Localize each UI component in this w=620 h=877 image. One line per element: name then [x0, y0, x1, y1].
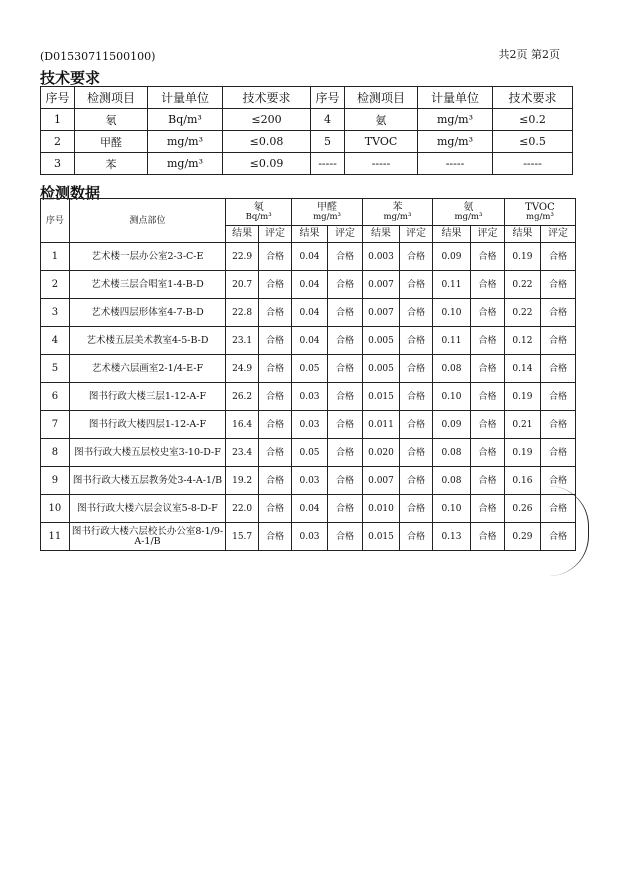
result-cell: 0.04 — [292, 327, 328, 355]
table-row — [41, 243, 576, 271]
group-unit: mg/m³ — [383, 212, 412, 222]
evaluation-cell: 合格 — [540, 411, 575, 439]
result-cell: 0.29 — [504, 523, 540, 551]
tech-requirements-title: 技术要求 — [40, 69, 101, 87]
result-cell: 23.1 — [226, 327, 259, 355]
tech-cell: ≤0.5 — [493, 131, 573, 153]
row-location: 图书行政大楼五层校史室3-10-D-F — [69, 439, 225, 467]
row-seq: 11 — [41, 523, 70, 551]
result-cell: 0.007 — [362, 271, 399, 299]
result-header: 结果 — [362, 226, 399, 243]
tech-cell: mg/m³ — [418, 109, 493, 131]
evaluation-cell: 合格 — [328, 299, 363, 327]
result-header: 结果 — [504, 226, 540, 243]
tech-cell: 3 — [41, 153, 75, 175]
result-cell: 22.9 — [226, 243, 259, 271]
evaluation-cell: 合格 — [400, 271, 433, 299]
result-cell: 0.05 — [292, 355, 328, 383]
test-data-table — [40, 198, 576, 551]
evaluation-cell: 合格 — [328, 467, 363, 495]
table-row — [41, 327, 576, 355]
row-seq: 10 — [41, 495, 70, 523]
tech-cell: ≤200 — [223, 109, 311, 131]
result-cell: 0.12 — [504, 327, 540, 355]
evaluation-cell: 合格 — [259, 495, 292, 523]
tech-header-row — [41, 87, 573, 109]
result-cell: 0.09 — [432, 243, 470, 271]
result-cell: 0.16 — [504, 467, 540, 495]
row-seq: 6 — [41, 383, 70, 411]
evaluation-cell: 合格 — [259, 243, 292, 271]
row-location: 图书行政大楼五层教务处3-4-A-1/B — [69, 467, 225, 495]
row-seq: 3 — [41, 299, 70, 327]
group-name: 氡 — [253, 202, 264, 213]
tech-row — [41, 153, 573, 175]
result-cell: 0.005 — [362, 355, 399, 383]
tech-header-cell: 序号 — [311, 87, 345, 109]
tech-cell: Bq/m³ — [148, 109, 223, 131]
evaluation-cell: 合格 — [328, 439, 363, 467]
evaluation-cell: 合格 — [400, 439, 433, 467]
result-cell: 0.08 — [432, 439, 470, 467]
evaluation-cell: 合格 — [540, 383, 575, 411]
row-seq: 4 — [41, 327, 70, 355]
result-cell: 0.04 — [292, 495, 328, 523]
result-cell: 0.22 — [504, 271, 540, 299]
result-cell: 15.7 — [226, 523, 259, 551]
group-header — [292, 199, 363, 226]
evaluation-cell: 合格 — [471, 467, 505, 495]
tech-cell: 1 — [41, 109, 75, 131]
evaluation-cell: 合格 — [400, 523, 433, 551]
evaluation-cell: 合格 — [471, 243, 505, 271]
result-cell: 0.19 — [504, 383, 540, 411]
evaluation-cell: 合格 — [328, 523, 363, 551]
result-cell: 0.11 — [432, 271, 470, 299]
evaluation-cell: 合格 — [540, 467, 575, 495]
evaluation-cell: 合格 — [400, 299, 433, 327]
result-cell: 0.015 — [362, 383, 399, 411]
evaluation-cell: 合格 — [259, 271, 292, 299]
table-row — [41, 523, 576, 551]
evaluation-cell: 合格 — [540, 299, 575, 327]
tech-row — [41, 109, 573, 131]
result-cell: 0.007 — [362, 467, 399, 495]
tech-cell: mg/m³ — [418, 131, 493, 153]
evaluation-cell: 合格 — [471, 383, 505, 411]
group-unit: mg/m³ — [454, 212, 483, 222]
row-location: 艺术楼四层形体室4-7-B-D — [69, 299, 225, 327]
tech-header-cell: 技术要求 — [493, 87, 573, 109]
row-seq: 9 — [41, 467, 70, 495]
tech-cell: ≤0.08 — [223, 131, 311, 153]
tech-header-cell: 技术要求 — [223, 87, 311, 109]
tech-cell: 5 — [311, 131, 345, 153]
row-location: 图书行政大楼三层1-12-A-F — [69, 383, 225, 411]
evaluation-header: 评定 — [259, 226, 292, 243]
result-cell: 0.03 — [292, 467, 328, 495]
result-cell: 0.11 — [432, 327, 470, 355]
group-header — [432, 199, 504, 226]
row-location: 艺术楼三层合唱室1-4-B-D — [69, 271, 225, 299]
row-location: 图书行政大楼四层1-12-A-F — [69, 411, 225, 439]
page-number: 共2页 第2页 — [498, 48, 560, 61]
result-cell: 0.08 — [432, 355, 470, 383]
tech-cell: 氡 — [75, 109, 148, 131]
evaluation-cell: 合格 — [471, 495, 505, 523]
group-unit: mg/m³ — [313, 212, 341, 222]
evaluation-cell: 合格 — [259, 383, 292, 411]
result-cell: 0.007 — [362, 299, 399, 327]
result-cell: 0.010 — [362, 495, 399, 523]
table-row — [41, 271, 576, 299]
table-row — [41, 439, 576, 467]
seq-header: 序号 — [41, 199, 70, 243]
tech-cell: 氨 — [345, 109, 418, 131]
result-cell: 0.015 — [362, 523, 399, 551]
evaluation-cell: 合格 — [540, 355, 575, 383]
row-location: 图书行政大楼六层校长办公室8-1/9-A-1/B — [69, 523, 225, 551]
evaluation-cell: 合格 — [540, 243, 575, 271]
evaluation-cell: 合格 — [328, 411, 363, 439]
row-location: 艺术楼五层美术教室4-5-B-D — [69, 327, 225, 355]
result-cell: 22.8 — [226, 299, 259, 327]
group-name: 甲醛 — [317, 202, 337, 213]
tech-cell: ≤0.2 — [493, 109, 573, 131]
tech-cell: mg/m³ — [148, 153, 223, 175]
evaluation-cell: 合格 — [259, 467, 292, 495]
tech-requirements-table — [40, 86, 573, 175]
evaluation-cell: 合格 — [400, 467, 433, 495]
tech-header-cell: 计量单位 — [148, 87, 223, 109]
evaluation-cell: 合格 — [259, 299, 292, 327]
row-seq: 8 — [41, 439, 70, 467]
group-name: 苯 — [392, 202, 403, 213]
result-cell: 0.04 — [292, 299, 328, 327]
result-cell: 0.09 — [432, 411, 470, 439]
row-seq: 7 — [41, 411, 70, 439]
evaluation-cell: 合格 — [400, 495, 433, 523]
group-unit: mg/m³ — [526, 212, 554, 222]
seal-stamp — [548, 486, 589, 576]
evaluation-cell: 合格 — [259, 327, 292, 355]
result-cell: 0.14 — [504, 355, 540, 383]
result-header: 结果 — [226, 226, 259, 243]
result-cell: 0.03 — [292, 411, 328, 439]
result-cell: 0.10 — [432, 383, 470, 411]
row-seq: 5 — [41, 355, 70, 383]
result-cell: 0.13 — [432, 523, 470, 551]
location-header: 测点部位 — [69, 199, 225, 243]
tech-row — [41, 131, 573, 153]
evaluation-cell: 合格 — [400, 411, 433, 439]
result-cell: 0.003 — [362, 243, 399, 271]
evaluation-cell: 合格 — [400, 327, 433, 355]
evaluation-cell: 合格 — [259, 523, 292, 551]
evaluation-cell: 合格 — [259, 355, 292, 383]
data-header-row — [41, 199, 576, 226]
result-cell: 0.10 — [432, 299, 470, 327]
row-location: 图书行政大楼六层会议室5-8-D-F — [69, 495, 225, 523]
tech-cell: ----- — [418, 153, 493, 175]
evaluation-cell: 合格 — [328, 495, 363, 523]
tech-cell: 苯 — [75, 153, 148, 175]
tech-header-cell: 计量单位 — [418, 87, 493, 109]
tech-cell: TVOC — [345, 131, 418, 153]
row-location: 艺术楼六层画室2-1/4-E-F — [69, 355, 225, 383]
evaluation-cell: 合格 — [328, 271, 363, 299]
evaluation-cell: 合格 — [400, 243, 433, 271]
evaluation-cell: 合格 — [471, 439, 505, 467]
row-seq: 2 — [41, 271, 70, 299]
table-row — [41, 495, 576, 523]
tech-cell: 2 — [41, 131, 75, 153]
tech-header-cell: 检测项目 — [345, 87, 418, 109]
evaluation-cell: 合格 — [471, 271, 505, 299]
evaluation-cell: 合格 — [259, 411, 292, 439]
evaluation-cell: 合格 — [328, 355, 363, 383]
result-cell: 0.03 — [292, 383, 328, 411]
evaluation-cell: 合格 — [471, 327, 505, 355]
evaluation-header: 评定 — [540, 226, 575, 243]
group-header — [226, 199, 292, 226]
evaluation-cell: 合格 — [540, 523, 575, 551]
tech-cell: 甲醛 — [75, 131, 148, 153]
row-location: 艺术楼一层办公室2-3-C-E — [69, 243, 225, 271]
evaluation-header: 评定 — [328, 226, 363, 243]
evaluation-cell: 合格 — [400, 383, 433, 411]
evaluation-cell: 合格 — [540, 495, 575, 523]
result-cell: 0.21 — [504, 411, 540, 439]
result-cell: 24.9 — [226, 355, 259, 383]
result-cell: 0.26 — [504, 495, 540, 523]
tech-cell: ----- — [345, 153, 418, 175]
table-row — [41, 411, 576, 439]
evaluation-cell: 合格 — [471, 523, 505, 551]
row-seq: 1 — [41, 243, 70, 271]
table-row — [41, 299, 576, 327]
tech-header-cell: 检测项目 — [75, 87, 148, 109]
result-cell: 0.08 — [432, 467, 470, 495]
result-cell: 0.03 — [292, 523, 328, 551]
result-cell: 0.19 — [504, 243, 540, 271]
table-row — [41, 467, 576, 495]
group-name: TVOC — [525, 202, 555, 213]
result-header: 结果 — [292, 226, 328, 243]
result-cell: 0.04 — [292, 243, 328, 271]
table-row — [41, 383, 576, 411]
result-cell: 22.0 — [226, 495, 259, 523]
evaluation-cell: 合格 — [471, 355, 505, 383]
evaluation-cell: 合格 — [471, 411, 505, 439]
evaluation-cell: 合格 — [540, 327, 575, 355]
result-cell: 0.19 — [504, 439, 540, 467]
tech-header-cell: 序号 — [41, 87, 75, 109]
tech-cell: ----- — [311, 153, 345, 175]
result-cell: 19.2 — [226, 467, 259, 495]
evaluation-cell: 合格 — [540, 271, 575, 299]
evaluation-cell: 合格 — [471, 299, 505, 327]
group-header — [362, 199, 432, 226]
table-row — [41, 355, 576, 383]
evaluation-cell: 合格 — [328, 243, 363, 271]
result-cell: 26.2 — [226, 383, 259, 411]
evaluation-cell: 合格 — [328, 327, 363, 355]
tech-cell: 4 — [311, 109, 345, 131]
group-header — [504, 199, 575, 226]
result-cell: 20.7 — [226, 271, 259, 299]
document-id: (D01530711500100) — [40, 50, 156, 63]
evaluation-cell: 合格 — [540, 439, 575, 467]
result-header: 结果 — [432, 226, 470, 243]
result-cell: 0.10 — [432, 495, 470, 523]
evaluation-header: 评定 — [400, 226, 433, 243]
evaluation-cell: 合格 — [259, 439, 292, 467]
evaluation-cell: 合格 — [328, 383, 363, 411]
result-cell: 23.4 — [226, 439, 259, 467]
result-cell: 0.05 — [292, 439, 328, 467]
evaluation-cell: 合格 — [400, 355, 433, 383]
result-cell: 16.4 — [226, 411, 259, 439]
group-unit: Bq/m³ — [245, 212, 272, 222]
result-cell: 0.020 — [362, 439, 399, 467]
result-cell: 0.22 — [504, 299, 540, 327]
tech-cell: mg/m³ — [148, 131, 223, 153]
group-name: 氨 — [463, 202, 474, 213]
result-cell: 0.04 — [292, 271, 328, 299]
result-cell: 0.005 — [362, 327, 399, 355]
result-cell: 0.011 — [362, 411, 399, 439]
evaluation-header: 评定 — [471, 226, 505, 243]
tech-cell: ≤0.09 — [223, 153, 311, 175]
tech-cell: ----- — [493, 153, 573, 175]
test-data-title: 检测数据 — [40, 184, 101, 202]
